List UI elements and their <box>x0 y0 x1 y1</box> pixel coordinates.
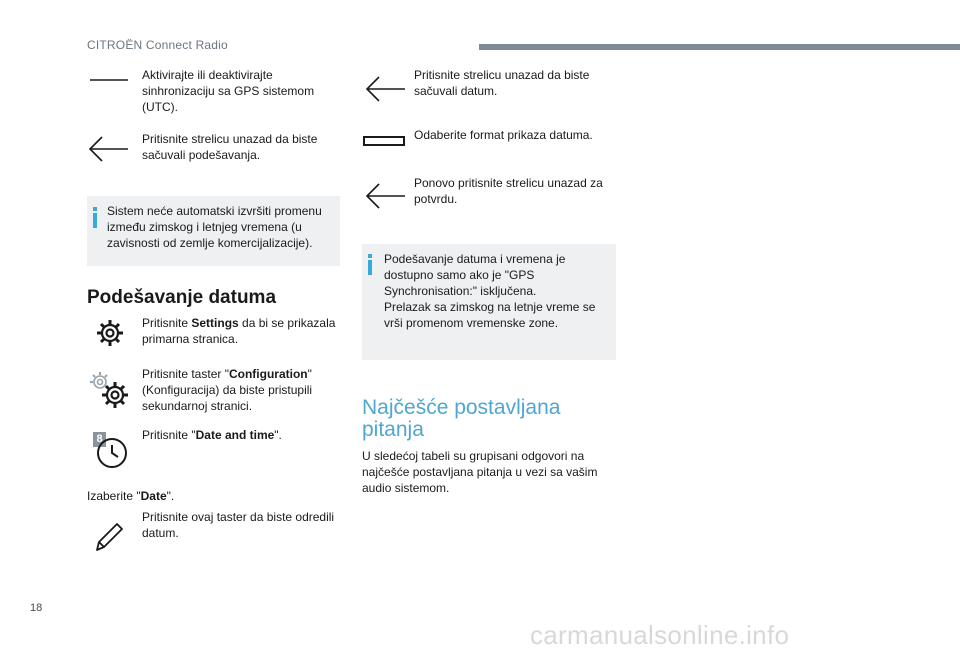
page-number: 18 <box>30 602 43 614</box>
info-note-text-right-2: Prelazak sa zimskog na letnje vreme se vrši promenom vremenske zone. <box>384 300 596 330</box>
watermark: carmanualsonline.info <box>530 620 790 650</box>
select-post: ". <box>166 489 175 503</box>
configuration-pre: Pritisnite taster " <box>142 367 229 381</box>
info-note-marker-right <box>368 260 372 275</box>
clock-icon <box>93 435 129 469</box>
select-pre: Izaberite " <box>87 489 141 503</box>
section-title-date: Podešavanje datuma <box>87 287 277 308</box>
select-keyword: Date <box>140 489 167 503</box>
toggle-line-icon <box>88 76 132 84</box>
date-format-button-icon <box>362 135 406 147</box>
info-note-text: Sistem neće automatski izvršiti promenu između zimskog i letnjeg vremena (u zavisnosti od zemlje komercijalizacije). <box>107 204 322 250</box>
info-note-text-right-1: Podešavanje datuma i vremena je dostupno samo ako je "GPS Synchronisation:" isključena. <box>384 252 566 298</box>
info-note-marker <box>93 213 97 228</box>
back-confirm-text: Ponovo pritisnite strelicu unazad za potvrdu. <box>414 176 603 206</box>
back-save-date-text: Pritisnite strelicu unazad da biste sačuvali datum. <box>414 68 590 98</box>
pencil-icon <box>92 520 126 554</box>
back-arrow-icon-date <box>363 74 407 104</box>
back-save-settings-text: Pritisnite strelicu unazad da biste sačuvali podešavanja. <box>142 132 318 162</box>
settings-keyword: Settings <box>191 316 239 330</box>
back-arrow-icon-confirm <box>363 181 407 211</box>
configuration-gears-icon <box>88 370 130 410</box>
info-note-marker-dot-right <box>368 254 372 258</box>
header-bar <box>479 44 960 50</box>
date-time-post: ". <box>274 428 282 442</box>
date-format-text: Odaberite format prikaza datuma. <box>414 128 593 142</box>
settings-pre: Pritisnite <box>142 316 192 330</box>
date-time-icon-badge: 8 <box>93 432 106 447</box>
settings-gear-icon <box>95 318 125 348</box>
edit-date-instruction: Pritisnite ovaj taster da biste odredili datum. <box>142 510 335 540</box>
select-date-instruction <box>87 488 337 504</box>
info-note-marker-dot <box>93 207 97 211</box>
configuration-instruction <box>142 366 338 414</box>
date-time-instruction <box>142 427 338 443</box>
back-arrow-icon <box>86 134 130 164</box>
date-time-keyword: Date and time <box>195 428 275 442</box>
settings-instruction <box>142 315 338 347</box>
configuration-keyword: Configuration <box>228 367 308 381</box>
date-time-pre: Pritisnite " <box>142 428 196 442</box>
running-header: CITROËN Connect Radio <box>87 38 228 52</box>
faq-intro-text: U sledećoj tabeli su grupisani odgovori na najčešće postavljana pitanja u vezi sa vašim audio sistemom. <box>362 449 598 495</box>
faq-title: Najčešće postavljana pitanja <box>362 396 561 441</box>
settings-post: da bi se prikazala primarna stranica. <box>142 316 336 346</box>
configuration-post: " (Konfiguracija) da biste pristupili sekundarnoj stranici. <box>142 367 313 413</box>
gps-sync-text: Aktivirajte ili deaktivirajte sinhronizaciju sa GPS sistemom (UTC). <box>142 68 315 114</box>
